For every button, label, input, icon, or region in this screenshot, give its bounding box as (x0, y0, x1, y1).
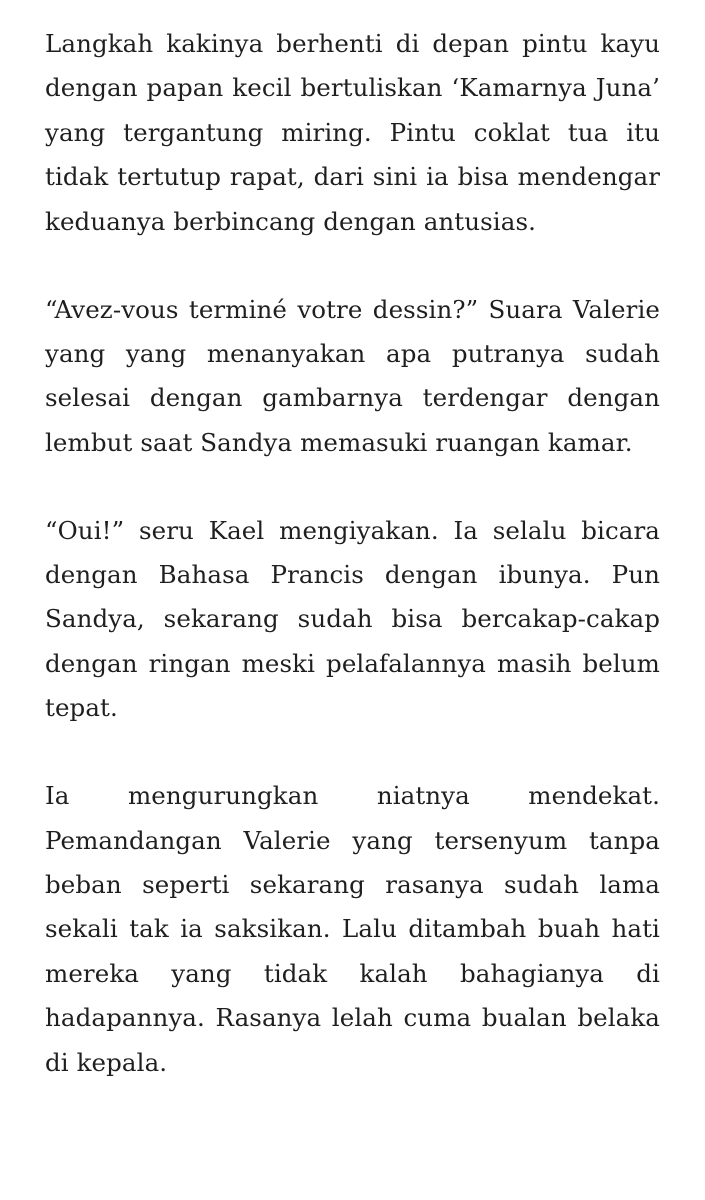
paragraph-3: “Oui!” seru Kael mengiyakan. Ia selalu bicara dengan Bahasa Prancis dengan ibunya. Pun Sandya, sekarang sudah bisa bercakap-cakap dengan ringan meski pelafalannya masih belum tepat. (45, 515, 660, 723)
paragraph-4: Ia mengurungkan niatnya mendekat. Pemandangan Valerie yang tersenyum tanpa beban seperti sekarang rasanya sudah lama sekali tak ia saksikan. Lalu ditambah buah hati mereka yang tidak kalah bahagianya di hadapannya. Rasanya lelah cuma bualan belaka di kepala. (45, 781, 660, 1077)
paragraph-2: “Avez-vous terminé votre dessin?” Suara Valerie yang yang menanyakan apa putranya sudah selesai dengan gambarnya terdengar dengan lembut saat Sandya memasuki ruangan kamar. (45, 294, 660, 457)
story-text (45, 22, 660, 1085)
paragraph-1: Langkah kakinya berhenti di depan pintu kayu dengan papan kecil bertuliskan ‘Kamarnya Juna’ yang tergantung miring. Pintu coklat tua itu tidak tertutup rapat, dari sini ia bisa mendengar keduanya berbincang dengan antusias. (45, 29, 660, 236)
